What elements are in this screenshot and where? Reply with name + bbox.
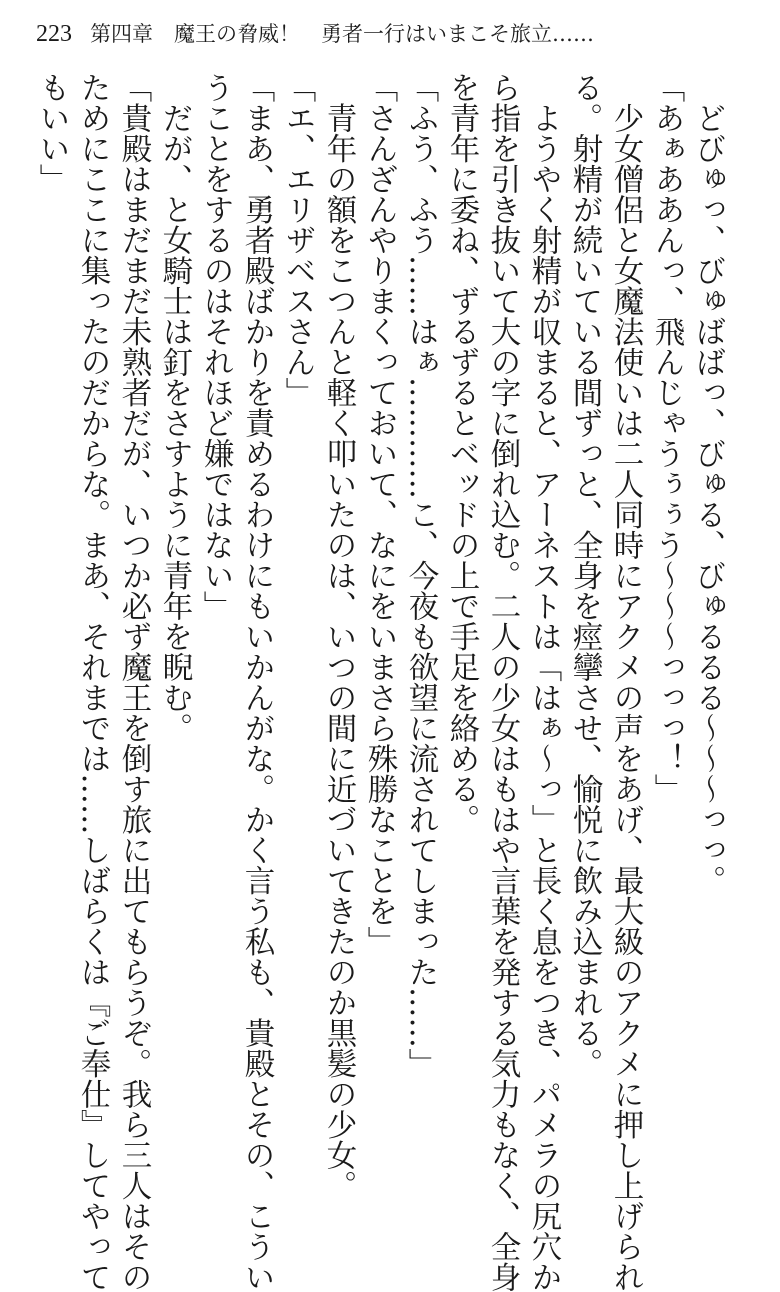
text-line: 少女僧侶と女魔法使いは二人同時にアクメの声をあげ、最大級のアクメに押し上げられ xyxy=(608,72,643,1292)
text-line: 「ふう、ふう……はぁ…………こ、今夜も欲望に流されてしまった……」 xyxy=(403,72,438,1079)
vertical-text-body xyxy=(31,72,728,1292)
text-line: 青年の額をこつんと軽く叩いたのは、いつの間に近づいてきたのか黒髪の少女。 xyxy=(321,72,356,1201)
text-line: 「エ、エリザベスさん」 xyxy=(280,72,315,408)
text-line: 「まあ、勇者殿ばかりを責めるわけにもいかんがな。かく言う私も、貴殿とその、こうい xyxy=(239,72,274,1292)
text-line: る。射精が続いている間ずっと、全身を痙攣させ、愉悦に飲み込まれる。 xyxy=(567,72,602,1079)
text-line: ようやく射精が収まると、アーネストは「はぁ～っ」と長く息をつき、パメラの尻穴か xyxy=(526,72,561,1292)
text-line: どびゅっ、びゅばばっ、びゅる、びゅるるる～～～っっ。 xyxy=(690,72,725,896)
running-title: 第四章 魔王の脅威！ 勇者一行はいまこそ旅立…… xyxy=(90,22,594,46)
text-line: ためにここに集ったのだからな。まあ、それまでは……しばらくは『ご奉仕』してやって xyxy=(75,72,110,1292)
text-line: もいい」 xyxy=(34,72,69,194)
text-line: だが、と女騎士は釘をさすように青年を睨む。 xyxy=(157,72,192,743)
running-header xyxy=(36,18,594,48)
text-line: ら指を引き抜いて大の字に倒れ込む。二人の少女はもはや言葉を発する気力もなく、全身 xyxy=(485,72,520,1292)
text-line: 「さんざんやりまくっておいて、なにをいまさら殊勝なことを」 xyxy=(362,72,397,957)
text-line: うことをするのはそれほど嫌ではない」 xyxy=(198,72,233,621)
text-line: 「あぁああんっ、飛んじゃうぅぅう～～～っっっ！」 xyxy=(649,72,684,804)
text-line: を青年に委ね、ずるずるとベッドの上で手足を絡める。 xyxy=(444,72,479,835)
page-number: 223 xyxy=(36,21,72,47)
text-line: 「貴殿はまだまだ未熟者だが、いつか必ず魔王を倒す旅に出てもらうぞ。我ら三人はその xyxy=(116,72,151,1292)
